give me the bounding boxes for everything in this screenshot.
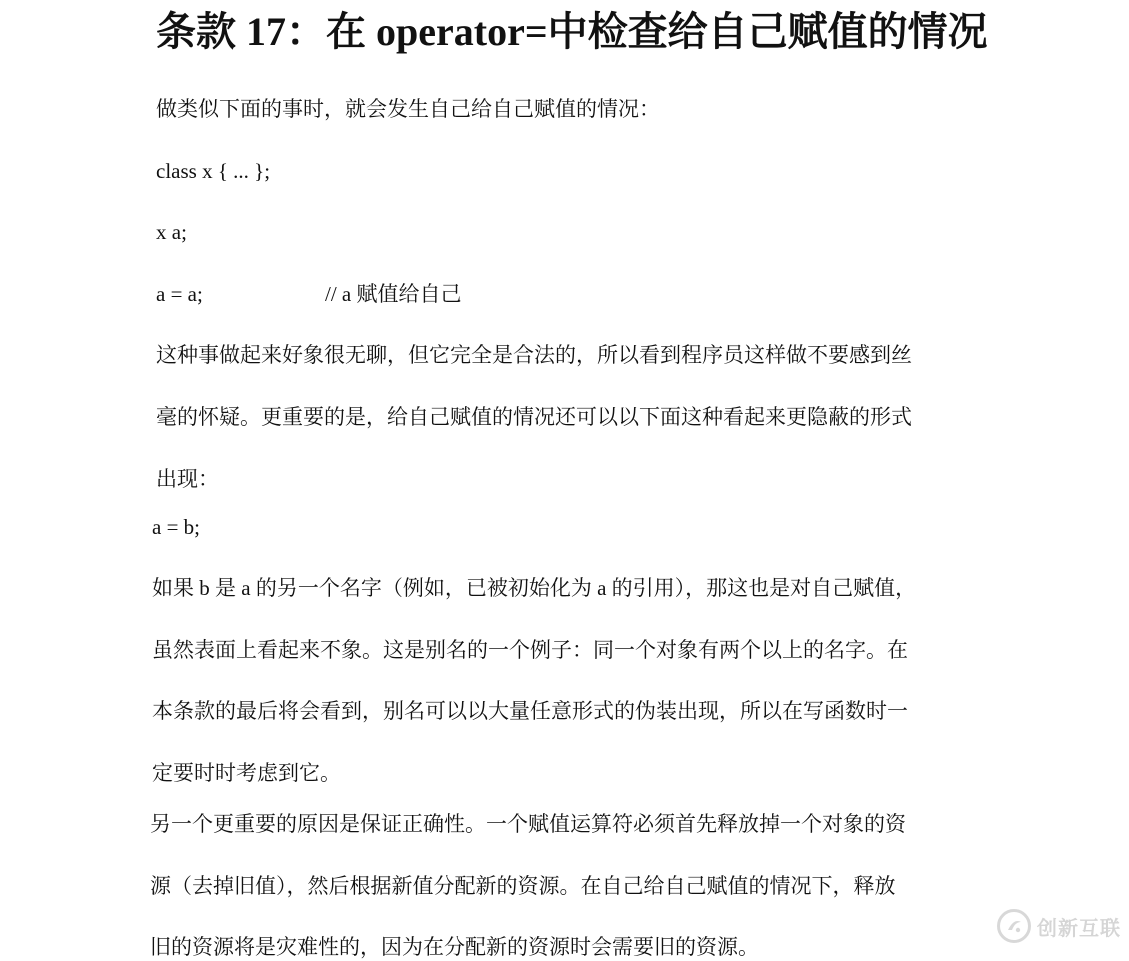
- paragraph-line: 另一个更重要的原因是保证正确性。一个赋值运算符必须首先释放掉一个对象的资: [150, 812, 906, 836]
- section-title: 条款 17：在 operator=中检查给自己赋值的情况: [156, 9, 988, 54]
- watermark-text: 创新互联: [1037, 915, 1121, 940]
- paragraph-line: 源（去掉旧值），然后根据新值分配新的资源。在自己给自己赋值的情况下，释放: [150, 874, 896, 898]
- paragraph-line: 出现：: [156, 467, 219, 491]
- logo-swirl-icon: [997, 909, 1031, 943]
- code-line: x a;: [156, 220, 187, 244]
- code-comment: // a 赋值给自己: [325, 282, 462, 306]
- paragraph-line: 本条款的最后将会看到，别名可以以大量任意形式的伪装出现，所以在写函数时一: [152, 699, 908, 723]
- paragraph-line: 虽然表面上看起来不象。这是别名的一个例子：同一个对象有两个以上的名字。在: [152, 638, 908, 662]
- paragraph-line: 毫的怀疑。更重要的是，给自己赋值的情况还可以以下面这种看起来更隐蔽的形式: [156, 405, 912, 429]
- watermark: [997, 909, 1121, 943]
- paragraph-line: 定要时时考虑到它。: [152, 761, 341, 785]
- paragraph-line: 旧的资源将是灾难性的，因为在分配新的资源时会需要旧的资源。: [150, 935, 759, 959]
- paragraph-line: 如果 b 是 a 的另一个名字（例如，已被初始化为 a 的引用），那这也是对自己赋值，: [152, 576, 917, 600]
- paragraph-line: 做类似下面的事时，就会发生自己给自己赋值的情况：: [156, 97, 660, 121]
- paragraph-line: 这种事做起来好象很无聊，但它完全是合法的，所以看到程序员这样做不要感到丝: [156, 343, 912, 367]
- code-line: a = b;: [152, 515, 200, 539]
- code-line: class x { ... };: [156, 159, 271, 183]
- code-line: a = a;: [156, 282, 203, 306]
